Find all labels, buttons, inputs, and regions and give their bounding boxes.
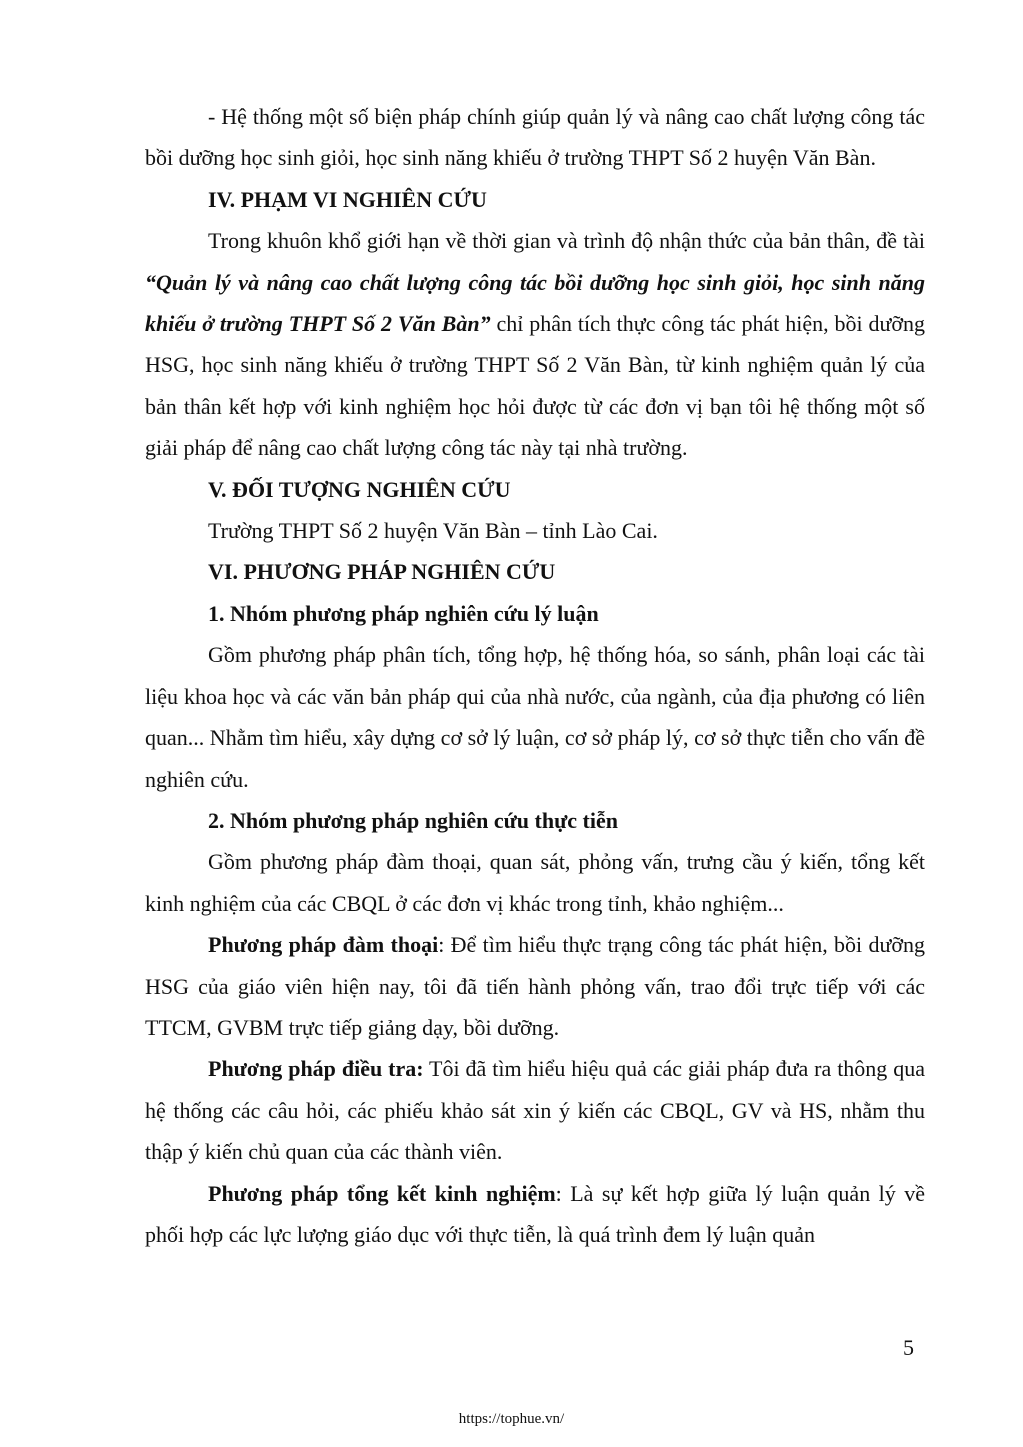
subheading-practice: 2. Nhóm phương pháp nghiên cứu thực tiễn [208,807,618,833]
experience-method-label: Phương pháp tổng kết kinh nghiệm [208,1180,556,1206]
paragraph-practice: Gồm phương pháp đàm thoại, quan sát, phỏng vấn, trưng cầu ý kiến, tổng kết kinh nghiệm của các CBQL ở các đơn vị khác trong tỉnh, khảo nghiệm... [145,849,925,916]
scope-text-end: chỉ phân tích thực công tác phát hiện, bồi dưỡng HSG, học sinh năng khiếu ở trường THPT Số 2 Văn Bàn, từ kinh nghiệm quản lý của bản thân kết hợp với kinh nghiệm học hỏi được từ các đơn vị bạn tôi hệ thống một số giải pháp để nâng cao chất lượng công tác này tại nhà trường. [145,311,926,461]
scope-text-start: Trong khuôn khổ giới hạn về thời gian và trình độ nhận thức của bản thân, đề tài [208,228,925,254]
document-body [145,96,925,1255]
footer-url[interactable]: https://tophue.vn/ [458,1411,565,1427]
subheading-theory: 1. Nhóm phương pháp nghiên cứu lý luận [208,600,599,626]
heading-scope: IV. PHẠM VI NGHIÊN CỨU [208,186,487,212]
survey-method-label: Phương pháp điều tra: [208,1056,424,1082]
paragraph-theory: Gồm phương pháp phân tích, tổng hợp, hệ thống hóa, so sánh, phân loại các tài liệu khoa học và các văn bản pháp qui của nhà nước, của ngành, của địa phương có liên quan... Nhằm tìm hiểu, xây dựng cơ sở lý luận, cơ sở pháp lý, cơ sở thực tiễn cho vấn đề nghiên cứu. [145,642,925,792]
dialogue-method-text: : Để tìm hiểu thực trạng công tác phát hiện, bồi dưỡng HSG của giáo viên hiện nay, tôi đã tiến hành phỏng vấn, trao đổi trực tiếp với các TTCM, GVBM trực tiếp giảng dạy, bồi dưỡng. [145,932,926,1040]
heading-methods: VI. PHƯƠNG PHÁP NGHIÊN CỨU [208,559,556,585]
paragraph-dialogue-method [145,924,925,1048]
thesis-title: “Quản lý và nâng cao chất lượng công tác bồi dưỡng học sinh giỏi, học sinh năng khiếu ở trường THPT Số 2 Văn Bàn” [145,269,925,337]
paragraph-subject: Trường THPT Số 2 huyện Văn Bàn – tỉnh Lào Cai. [208,518,658,544]
survey-method-text: Tôi đã tìm hiểu hiệu quả các giải pháp đưa ra thông qua hệ thống các câu hỏi, các phiếu khảo sát xin ý kiến các CBQL, GV và HS, nhằm thu thập ý kiến chủ quan của các thành viên. [145,1056,925,1165]
experience-method-text: : Là sự kết hợp giữa lý luận quản lý về phối hợp các lực lượng giáo dục với thực tiễn, là quá trình đem lý luận quản [145,1180,925,1247]
heading-subject: V. ĐỐI TƯỢNG NGHIÊN CỨU [208,476,511,502]
paragraph-objectives: - Hệ thống một số biện pháp chính giúp quản lý và nâng cao chất lượng công tác bồi dưỡng học sinh giỏi, học sinh năng khiếu ở trường THPT Số 2 huyện Văn Bàn. [145,104,925,171]
paragraph-experience-method [145,1173,925,1256]
dialogue-method-label: Phương pháp đàm thoại [208,932,439,958]
page-number: 5 [903,1335,914,1360]
paragraph-survey-method [145,1048,925,1172]
paragraph-scope [145,220,925,468]
